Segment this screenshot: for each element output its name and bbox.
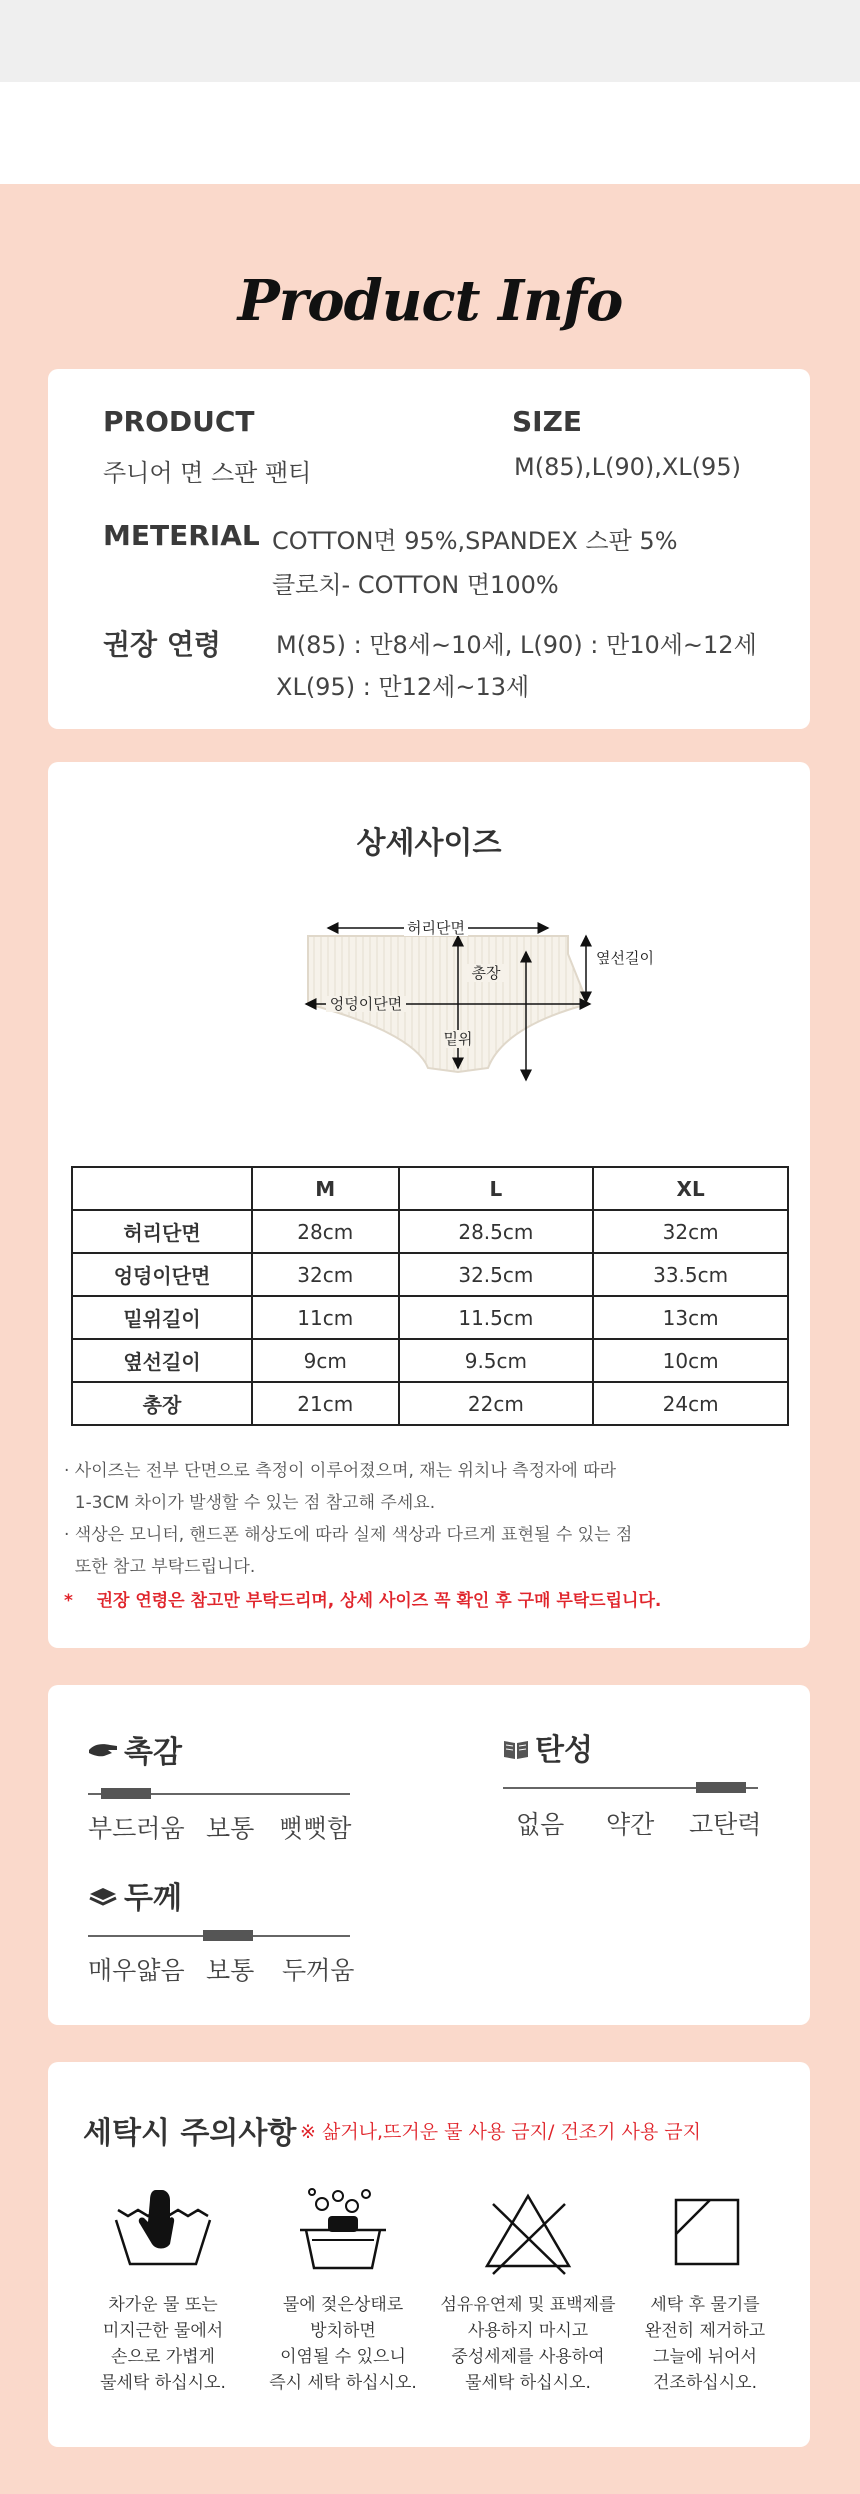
row-header: 옆선길이 [72,1339,252,1382]
table-cell: 28cm [252,1210,399,1253]
product-info-card [48,369,810,729]
elastic-option: 약간 [606,1810,655,1839]
book-icon [503,1733,529,1768]
table-header-row [72,1167,788,1210]
attributes-card [48,1685,810,2025]
table-cell: 32cm [252,1253,399,1296]
material-label: METERIAL [103,519,260,552]
washing-instruction: 물에 젖은상태로 방치하면 이염될 수 있으니 즉시 세탁 하십시오. [269,2295,417,2393]
table-row [72,1382,788,1425]
touch-label: 촉감 [124,1735,182,1770]
thickness-label: 두께 [124,1881,182,1916]
label-rise: 밑위 [443,1030,473,1048]
table-cell: 11.5cm [399,1296,594,1339]
top-gray-bar [0,0,860,82]
table-header-cell: L [399,1167,594,1210]
elastic-option: 고탄력 [689,1810,762,1839]
note-line: · 색상은 모니터, 핸드폰 해상도에 따라 실제 색상과 다르게 표현될 수 있는 점 [64,1525,633,1545]
washing-instruction: 세탁 후 물기를 완전히 제거하고 그늘에 뉘어서 건조하십시오. [644,2295,766,2393]
soaking-icon [288,2182,398,2282]
table-cell: 11cm [252,1296,399,1339]
washing-instruction: 섬유유연제 및 표백제를 사용하지 마시고 중성세제를 사용하여 물세탁 하십시오. [440,2295,616,2393]
product-value: 주니어 면 스판 팬티 [103,459,312,487]
note-line: · 사이즈는 전부 단면으로 측정이 이루어졌으며, 재는 위치나 측정자에 따라 [64,1461,617,1481]
hand-wash-icon [108,2182,218,2282]
table-cell: 24cm [593,1382,788,1425]
thickness-marker [203,1930,253,1941]
table-cell: 28.5cm [399,1210,594,1253]
age-warning-note: * 권장 연령은 참고만 부탁드리며, 상세 사이즈 꼭 확인 후 구매 부탁드립니다. [64,1591,662,1611]
table-header-cell: XL [593,1167,788,1210]
note-line: 1-3CM 차이가 발생할 수 있는 점 참고해 주세요. [64,1493,436,1513]
touch-title [88,1727,182,1771]
hand-icon [88,1735,118,1770]
table-cell: 21cm [252,1382,399,1425]
thickness-option: 두꺼움 [282,1956,355,1985]
touch-marker [101,1788,151,1799]
touch-option: 보통 [206,1814,255,1843]
white-band [0,82,860,184]
age-line1: M(85) : 만8세~10세, L(90) : 만10세~12세 [276,631,757,659]
label-waist: 허리단면 [407,919,465,937]
table-row [72,1296,788,1339]
table-cell: 32cm [593,1210,788,1253]
row-header: 엉덩이단면 [72,1253,252,1296]
table-row [72,1253,788,1296]
shade-dry-icon [652,2182,762,2282]
table-cell: 10cm [593,1339,788,1382]
no-bleach-icon [473,2182,583,2282]
row-header: 총장 [72,1382,252,1425]
table-cell: 9cm [252,1339,399,1382]
table-header-cell: M [252,1167,399,1210]
age-line2: XL(95) : 만12세~13세 [276,673,530,701]
label-total: 총장 [471,964,501,982]
touch-option: 부드러움 [88,1814,185,1843]
washing-warning: ※ 삶거나,뜨거운 물 사용 금지/ 건조기 사용 금지 [300,2121,702,2143]
washing-instruction: 차가운 물 또는 미지근한 물에서 손으로 가볍게 물세탁 하십시오. [100,2295,226,2393]
product-label: PRODUCT [103,405,255,438]
material-line1: COTTON면 95%,SPANDEX 스판 5% [272,527,678,555]
stack-icon [88,1881,118,1916]
table-row [72,1210,788,1253]
table-cell: 22cm [399,1382,594,1425]
touch-option: 뻣뻣함 [279,1814,352,1843]
thickness-option: 보통 [206,1956,255,1985]
label-side: 옆선길이 [596,949,654,967]
elastic-label: 탄성 [535,1733,593,1768]
age-label: 권장 연령 [103,628,221,661]
table-header-cell [72,1167,252,1210]
size-label: SIZE [512,405,583,438]
size-table [71,1166,789,1426]
table-cell: 9.5cm [399,1339,594,1382]
page-title: Product Info [237,268,623,334]
washing-title: 세탁시 주의사항 [83,2116,297,2151]
row-header: 밑위길이 [72,1296,252,1339]
label-hip: 엉덩이단면 [329,995,403,1013]
thickness-title [88,1873,182,1917]
washing-card [48,2062,810,2447]
table-cell: 33.5cm [593,1253,788,1296]
table-row [72,1339,788,1382]
size-value: M(85),L(90),XL(95) [514,453,741,481]
elastic-marker [696,1782,746,1793]
elastic-option: 없음 [516,1810,565,1839]
note-line: 또한 참고 부탁드립니다. [64,1557,256,1577]
thickness-option: 매우얇음 [88,1956,185,1985]
elastic-title [503,1725,593,1769]
material-line2: 클로치- COTTON 면100% [272,571,559,599]
detail-size-card [48,762,810,1648]
table-cell: 13cm [593,1296,788,1339]
panty-diagram [248,892,654,1102]
table-cell: 32.5cm [399,1253,594,1296]
detail-size-title: 상세사이즈 [356,826,502,861]
row-header: 허리단면 [72,1210,252,1253]
